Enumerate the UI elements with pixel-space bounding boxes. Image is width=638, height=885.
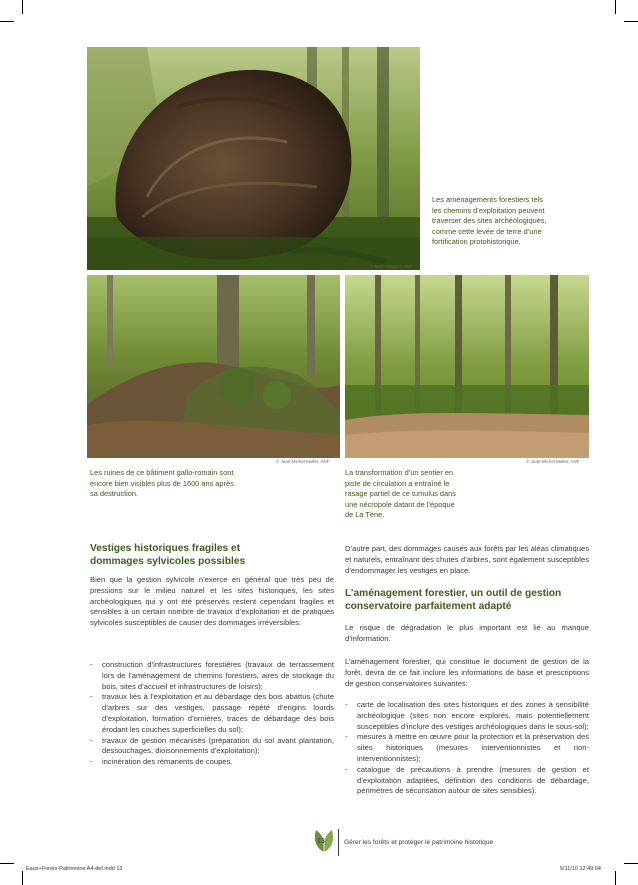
- right-intro: D’autre part, des dommages causés aux forêts par les aléas climatiques et naturels, entraînant des chutes d’arbres, sont également susceptibles d’endommager les vestiges en place.: [345, 544, 589, 575]
- slug-date: 5/11/10 12:49:04: [560, 866, 601, 872]
- crop-mark: [624, 863, 638, 864]
- crop-mark: [0, 21, 14, 22]
- left-paragraph: Bien que la gestion sylvicole n’exerce en général que très peu de pressions sur le milieu naturel et les sites historiques, les sites archéologiques qui y ont été préservés restent cependant fragiles et sensibles à un certain nombre de travaux d’exploitation et de pratiques sylvicoles susceptibles de causer des dommages irréversibles:: [90, 575, 334, 628]
- section-heading-right: L’aménagement forestier, un outil de gestion conservatoire parfaitement adapté: [345, 588, 562, 612]
- list-item: - incinération des rémanents de coupes.: [90, 757, 334, 768]
- crop-mark: [22, 871, 23, 885]
- photo-credit: © Jean-Michel Muller, ANF: [526, 459, 580, 464]
- crop-mark: [615, 0, 616, 14]
- photo-gallo-roman-ruins: [87, 275, 340, 458]
- caption-bottom-left: Les ruines de ce bâtiment gallo-romain sont encore bien visibles plus de 1600 ans après sa destruction.: [90, 468, 234, 498]
- list-item: - mesures à mettre en œuvre pour la protection et la préservation des sites historiques (mesures interventionnistes et non-interventionnistes);: [345, 732, 589, 764]
- list-item: - carte de localisation des sites historiques et des zones à sensibilité archéologique (sites non encore explorés, mais potentiellement susceptibles d’inclure des vestiges archéologiques dans le sous-sol);: [345, 700, 589, 732]
- list-item: - catalogue de précautions à prendre (mesures de gestion et d’exploitation adaptées, définition des conditions de débardage, périmètres de sécurisation autour de sites sensibles).: [345, 765, 589, 797]
- right-paragraph-1: Le risque de dégradation le plus important est lié au manque d’information.: [345, 623, 589, 643]
- list-item: - travaux de gestion mécanisés (préparation du sol avant plantation, dessouchages, dioisonnements d’exploitation);: [90, 736, 334, 758]
- caption-top: Les aménagements forestiers tels les chemins d’exploitation peuvent traverser des sites archéologiques, comme cette levée de terre d’une fortification protohistorique.: [432, 195, 547, 246]
- photo-forest-track: [345, 275, 589, 458]
- section-heading-left: Vestiges historiques fragiles et dommages sylvicoles possibles: [90, 543, 246, 567]
- photo-credit: © Jean-Michel Muller, ANF: [276, 459, 330, 464]
- list-item: - travaux liés à l’exploitation et au débardage des bois abattus (chute d’arbres sur des vestiges, passage répété d’engins lourds d’exploitation, formation d’ornières, traces de débardage des bois érodant les couches superficielles du sol);: [90, 692, 334, 735]
- crop-mark: [615, 871, 616, 885]
- photo-credit: © Marc Wagner, ANF: [370, 264, 413, 269]
- photo-uprooted-tree: [87, 47, 420, 270]
- page-number: 13: [317, 838, 325, 845]
- crop-mark: [624, 21, 638, 22]
- slug-file: Eaux+Forets-Patrimoine A4-def.indd 13: [26, 866, 123, 872]
- list-item: - construction d’infrastructures forestières (travaux de terrassement lors de l’aménagement de chemins forestiers, aires de stockage du bois, sites d’accueil et infrastructures de loisirs);: [90, 660, 334, 692]
- crop-mark: [0, 863, 14, 864]
- right-bullet-list: [345, 700, 589, 797]
- right-paragraph-2: L’aménagement forestier, qui constitue le document de gestion de la forêt, devra de ce fait inclure les informations de base et prescriptions de gestion conservatoires suivantes:: [345, 657, 589, 688]
- footer-divider: [338, 829, 339, 856]
- crop-mark: [22, 0, 23, 14]
- running-title: Gérer les forêts et protéger le patrimoine historique: [344, 839, 494, 846]
- left-bullet-list: [90, 660, 334, 768]
- caption-bottom-right: La transformation d’un sentier en piste de circulation a entraîné le rasage partiel de ce tumulus dans une nécropole datant de l’époque de La Tène.: [345, 468, 456, 519]
